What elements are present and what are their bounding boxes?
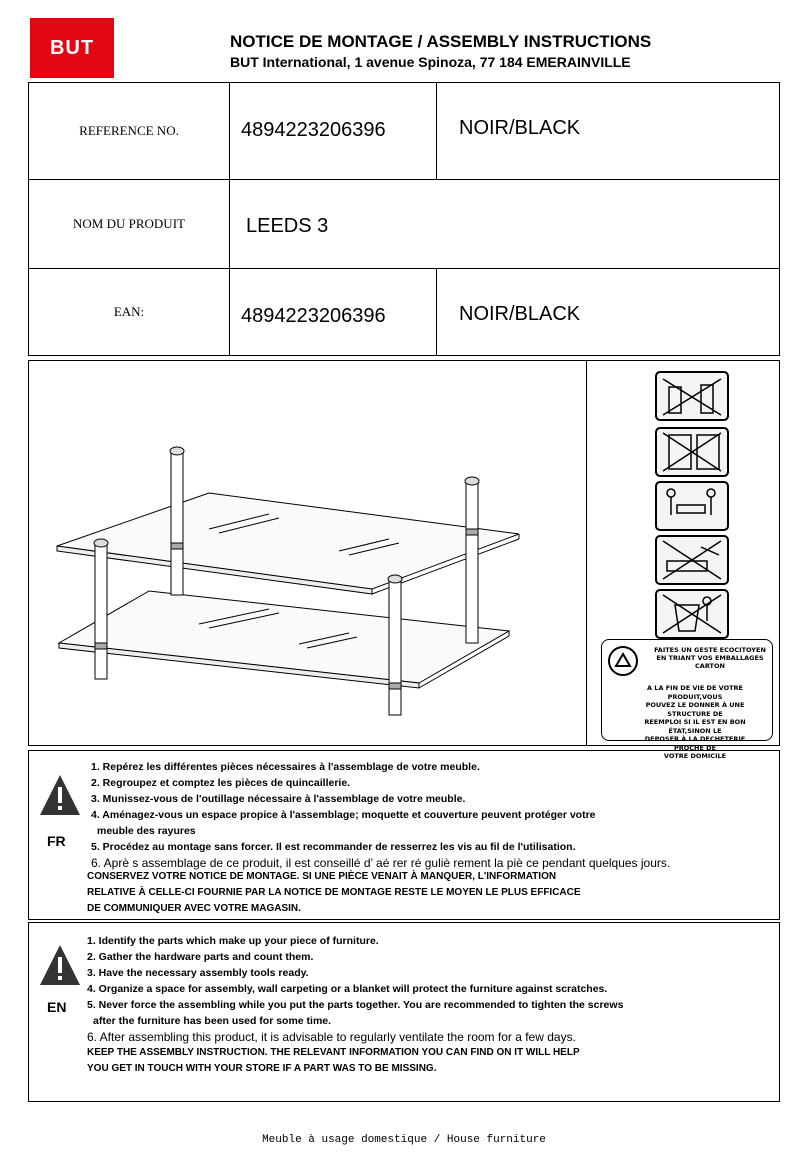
recycle-line-2: EN TRIANT VOS EMBALLAGES CARTON (656, 654, 764, 670)
no-waste-bin-icon (655, 589, 729, 639)
fr-item-6: 6. Aprè s assemblage de ce produit, il est conseillé d’ aé rer ré guliè rement la piè ce pendant quelques jours. (91, 856, 671, 870)
document-subtitle: BUT International, 1 avenue Spinoza, 77 184 EMERAINVILLE (230, 54, 631, 70)
warning-icon (37, 941, 83, 991)
en-item-4: 4. Organize a space for assembly, wall carpeting or a blanket will protect the furniture against scratches. (87, 983, 608, 995)
ean-row (29, 269, 779, 355)
en-item-5: 5. Never force the assembling while you put the parts together. You are recommended to tighten the screws (87, 999, 624, 1011)
warning-icon (37, 771, 83, 821)
en-item-3: 3. Have the necessary assembly tools ready. (87, 967, 309, 979)
reference-value: 4894223206396 (241, 119, 386, 141)
product-info-table (28, 82, 780, 356)
english-instructions (28, 922, 780, 1102)
product-name-value: LEEDS 3 (246, 215, 329, 237)
fr-keep-1: CONSERVEZ VOTRE NOTICE DE MONTAGE. SI UNE PIÈCE VENAIT À MANQUER, L'INFORMATION (87, 871, 557, 882)
recycle-line-1: FAITES UN GESTE ECOCITOYEN (654, 646, 766, 654)
fr-item-3: 3. Munissez-vous de l'outillage nécessaire à l'assemblage de votre meuble. (91, 793, 466, 805)
page-footer: Meuble à usage domestique / House furniture (262, 1134, 546, 1146)
en-item-2: 2. Gather the hardware parts and count them. (87, 951, 314, 963)
no-hard-surface-icon (655, 535, 729, 585)
fr-instruction-list (91, 759, 670, 871)
no-cleaning-products-icon (655, 371, 729, 421)
en-item-6: 6. After assembling this product, it is advisable to regularly ventilate the room for a few days. (87, 1030, 576, 1044)
fr-item-4-cont: meuble des rayures (97, 825, 196, 837)
fr-item-2: 2. Regroupez et comptez les pièces de quincaillerie. (91, 777, 351, 789)
en-keep-1: KEEP THE ASSEMBLY INSTRUCTION. THE RELEVANT INFORMATION YOU CAN FIND ON IT WILL HELP (87, 1047, 580, 1058)
language-code-fr: FR (47, 833, 66, 849)
fr-keep-notice (87, 869, 581, 917)
reference-row (29, 83, 779, 180)
fr-item-1: 1. Repérez les différentes pièces nécessaires à l'assemblage de votre meuble. (91, 761, 480, 773)
language-code-en: EN (47, 999, 67, 1015)
recycle-icon (606, 644, 640, 678)
recycle-line-4: POUVEZ LE DONNER À UNE STRUCTURE DE (645, 701, 745, 718)
recycle-line-5: REEMPLOI SI IL EST EN BON ÉTAT,SINON LE (644, 718, 746, 735)
reference-label: REFERENCE NO. (29, 83, 230, 179)
en-item-1: 1. Identify the parts which make up your piece of furniture. (87, 935, 379, 947)
ean-color: NOIR/BLACK (459, 303, 581, 325)
fr-item-5: 5. Procédez au montage sans forcer. Il est recommander de resserrez les vis au fil de l'utilisation. (91, 841, 576, 853)
en-item-5-cont: after the furniture has been used for some time. (93, 1015, 332, 1027)
ean-value: 4894223206396 (241, 305, 386, 327)
coffee-table-drawing (39, 411, 579, 741)
fr-keep-3: DE COMMUNIQUER AVEC VOTRE MAGASIN. (87, 903, 301, 914)
recycle-line-3: A LA FIN DE VIE DE VOTRE PRODUIT,VOUS (647, 684, 743, 701)
french-instructions (28, 750, 780, 920)
ean-label: EAN: (29, 269, 230, 355)
fr-keep-2: RELATIVE À CELLE-CI FOURNIE PAR LA NOTICE DE MONTAGE RESTE LE MOYEN LE PLUS EFFICACE (87, 887, 581, 898)
reference-color: NOIR/BLACK (459, 117, 581, 139)
two-person-assembly-icon (655, 481, 729, 531)
product-name-row (29, 180, 779, 269)
en-keep-notice (87, 1045, 580, 1077)
no-cabinet-damage-icon (655, 427, 729, 477)
en-instruction-list (87, 933, 623, 1045)
document-title: NOTICE DE MONTAGE / ASSEMBLY INSTRUCTIONS (230, 32, 652, 51)
product-name-label: NOM DU PRODUIT (29, 180, 230, 268)
recycle-line-6: DEPOSER À LA DECHETERIE PROCHE DE (644, 735, 746, 752)
brand-logo: BUT (30, 18, 114, 78)
product-illustration-panel (28, 360, 780, 760)
fr-item-4: 4. Aménagez-vous un espace propice à l'assemblage; moquette et couverture peuvent protéger votre (91, 809, 596, 821)
en-keep-2: YOU GET IN TOUCH WITH YOUR STORE IF A PART WAS TO BE MISSING. (87, 1063, 437, 1074)
recycling-notice (601, 639, 773, 760)
recycle-line-7: VOTRE DOMICILE (663, 752, 727, 760)
